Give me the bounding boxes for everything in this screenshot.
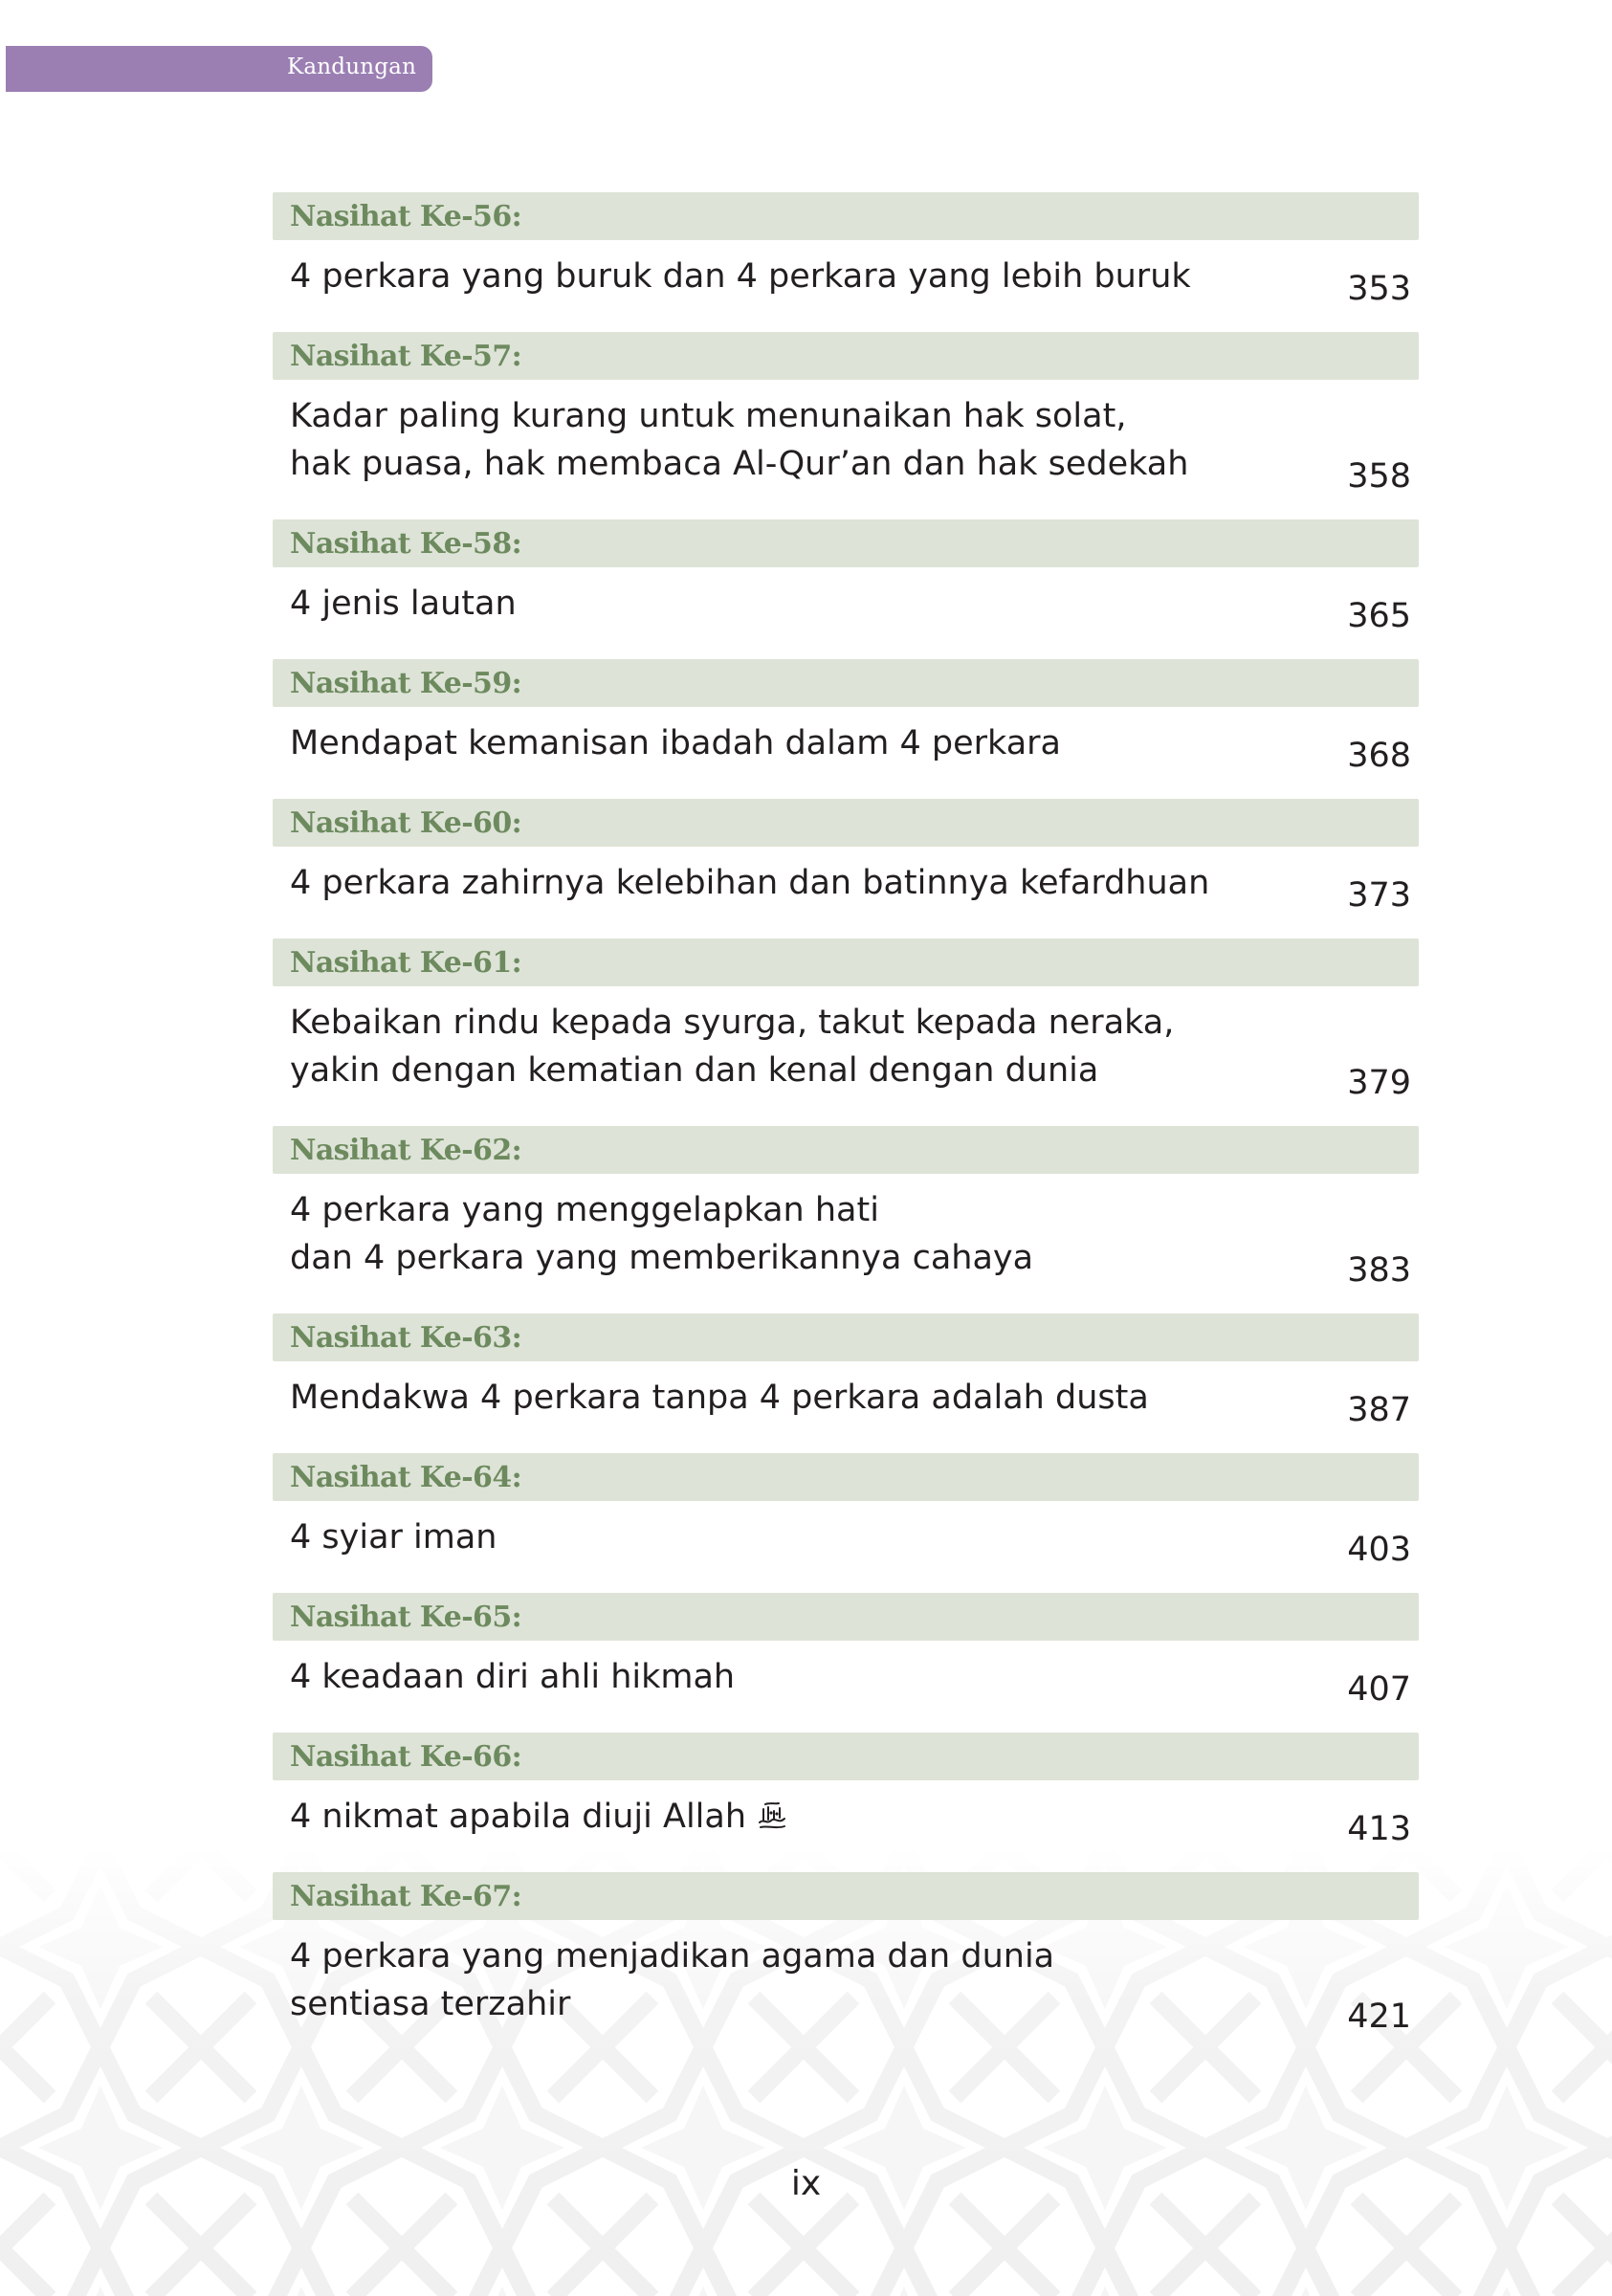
entry-title: Mendakwa 4 perkara tanpa 4 perkara adalah dusta xyxy=(290,1379,1149,1417)
toc-entry[interactable] xyxy=(273,659,1419,780)
toc-entry[interactable] xyxy=(273,938,1419,1107)
entry-heading: Nasihat Ke-57: xyxy=(290,340,522,373)
toc-entry[interactable] xyxy=(273,1314,1419,1434)
toc-entry[interactable] xyxy=(273,1453,1419,1574)
entry-title: Kadar paling kurang untuk menunaikan hak solat, hak puasa, hak membaca Al-Qur’an dan hak sedekah xyxy=(290,397,1189,483)
entry-heading: Nasihat Ke-63: xyxy=(290,1321,522,1355)
entry-heading: Nasihat Ke-59: xyxy=(290,667,522,700)
section-title: Kandungan xyxy=(287,55,417,79)
entry-title: 4 syiar iman xyxy=(290,1518,497,1556)
entry-heading-bar xyxy=(273,938,1419,986)
entry-heading: Nasihat Ke-61: xyxy=(290,946,522,980)
entry-page-number: 368 xyxy=(1347,737,1411,775)
toc-entry[interactable] xyxy=(273,192,1419,313)
entry-heading-bar xyxy=(273,192,1419,240)
entry-heading: Nasihat Ke-65: xyxy=(290,1601,522,1634)
entry-title: 4 jenis lautan xyxy=(290,585,517,623)
entry-page-number: 379 xyxy=(1347,1064,1411,1102)
section-tab xyxy=(6,46,432,92)
page-number: ix xyxy=(790,2164,822,2203)
entry-page-number: 407 xyxy=(1347,1670,1411,1709)
entry-title: 4 perkara zahirnya kelebihan dan batinnya kefardhuan xyxy=(290,864,1210,902)
entry-title: 4 perkara yang buruk dan 4 perkara yang lebih buruk xyxy=(290,257,1191,296)
entry-heading-bar xyxy=(273,1314,1419,1361)
entry-heading-bar xyxy=(273,519,1419,567)
entry-page-number: 387 xyxy=(1347,1391,1411,1429)
entry-title: 4 perkara yang menggelapkan hati dan 4 perkara yang memberikannya cahaya xyxy=(290,1191,1034,1277)
entry-heading-bar xyxy=(273,799,1419,847)
table-of-contents xyxy=(273,192,1419,2060)
toc-entry[interactable] xyxy=(273,332,1419,500)
entry-page-number: 365 xyxy=(1347,597,1411,635)
entry-heading-bar xyxy=(273,1453,1419,1501)
toc-entry[interactable] xyxy=(273,1872,1419,2041)
entry-heading: Nasihat Ke-66: xyxy=(290,1740,522,1774)
entry-heading: Nasihat Ke-67: xyxy=(290,1880,522,1913)
entry-title: 4 perkara yang menjadikan agama dan dunia sentiasa terzahir xyxy=(290,1937,1055,2023)
subhanahu-wa-taala-icon xyxy=(756,1799,788,1832)
entry-heading-bar xyxy=(273,659,1419,707)
entry-page-number: 403 xyxy=(1347,1531,1411,1569)
entry-heading-bar xyxy=(273,332,1419,380)
entry-heading-bar xyxy=(273,1126,1419,1174)
entry-heading-bar xyxy=(273,1593,1419,1641)
entry-page-number: 413 xyxy=(1347,1810,1411,1848)
entry-page-number: 358 xyxy=(1347,457,1411,496)
entry-title xyxy=(290,1793,1247,1841)
entry-page-number: 383 xyxy=(1347,1251,1411,1290)
entry-page-number: 421 xyxy=(1347,1998,1411,2036)
entry-title: Kebaikan rindu kepada syurga, takut kepada neraka, yakin dengan kematian dan kenal dengan dunia xyxy=(290,1004,1175,1090)
entry-heading: Nasihat Ke-58: xyxy=(290,527,522,561)
entry-heading-bar xyxy=(273,1733,1419,1780)
toc-entry[interactable] xyxy=(273,1733,1419,1853)
entry-title-text: 4 nikmat apabila diuji Allah xyxy=(290,1798,747,1836)
entry-heading: Nasihat Ke-56: xyxy=(290,200,522,233)
toc-entry[interactable] xyxy=(273,799,1419,919)
toc-entry[interactable] xyxy=(273,1126,1419,1294)
entry-page-number: 373 xyxy=(1347,876,1411,915)
entry-page-number: 353 xyxy=(1347,270,1411,308)
entry-title: 4 keadaan diri ahli hikmah xyxy=(290,1658,736,1696)
toc-entry[interactable] xyxy=(273,519,1419,640)
entry-heading: Nasihat Ke-60: xyxy=(290,806,522,840)
entry-heading: Nasihat Ke-62: xyxy=(290,1134,522,1167)
entry-heading: Nasihat Ke-64: xyxy=(290,1461,522,1494)
entry-title: Mendapat kemanisan ibadah dalam 4 perkara xyxy=(290,724,1061,762)
entry-heading-bar xyxy=(273,1872,1419,1920)
toc-entry[interactable] xyxy=(273,1593,1419,1713)
